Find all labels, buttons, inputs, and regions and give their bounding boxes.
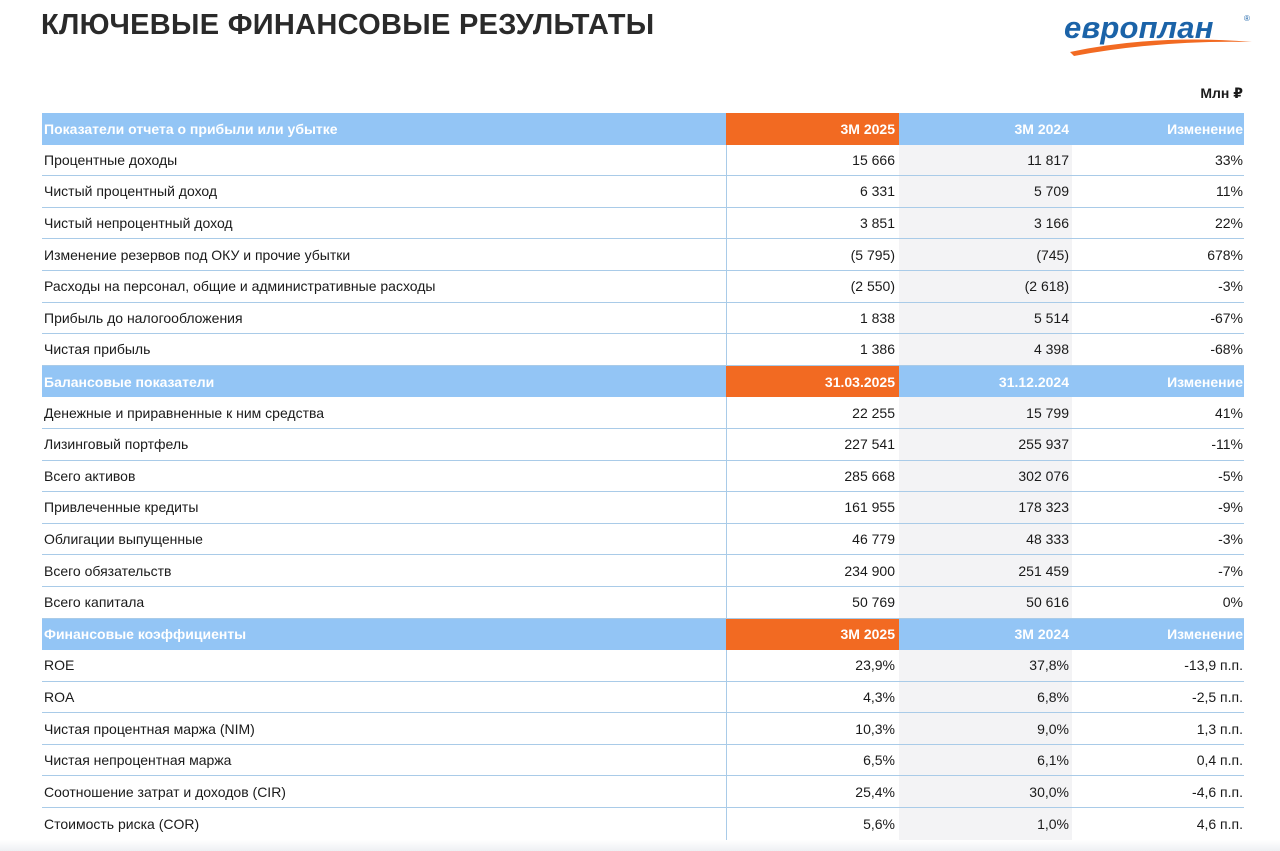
table-row [42,145,1244,177]
cell-label: Чистая прибыль [44,341,151,358]
table-row [42,176,1244,208]
bottom-shadow [0,840,1280,851]
cell-label: Чистая процентная маржа (NIM) [44,720,255,737]
cell-value-previous: 302 076 [899,461,1072,492]
cell-value-previous: 48 333 [899,524,1072,555]
header-value-current: 31.03.2025 [726,366,899,398]
cell-change: -5% [1218,467,1243,484]
table-row [42,492,1244,524]
cell-value-previous: (2 618) [899,271,1072,302]
cell-value-previous: 4 398 [899,334,1072,365]
cell-label: Процентные доходы [44,151,178,168]
cell-value-previous: 251 459 [899,555,1072,586]
units-label: Млн ₽ [1200,85,1243,101]
logo-text: европлан [1064,10,1214,45]
cell-label: Облигации выпущенные [44,531,203,548]
table-row [42,776,1244,808]
cell-value-current: 6 331 [726,176,899,207]
table-row [42,555,1244,587]
cell-value-current: 15 666 [726,145,899,176]
cell-value-previous: 1,0% [899,808,1072,840]
cell-value-previous: 255 937 [899,429,1072,460]
cell-value-previous: 3 166 [899,208,1072,239]
cell-value-previous: 178 323 [899,492,1072,523]
cell-value-current: 23,9% [726,650,899,681]
cell-label: Расходы на персонал, общие и административные расходы [44,278,436,295]
cell-value-previous: 11 817 [899,145,1072,176]
table-row [42,303,1244,335]
cell-label: Соотношение затрат и доходов (CIR) [44,783,286,800]
cell-change: -3% [1218,278,1243,295]
header-label: Балансовые показатели [44,373,215,390]
cell-value-previous: 6,1% [899,745,1072,776]
cell-value-current: 234 900 [726,555,899,586]
cell-value-current: 50 769 [726,587,899,618]
cell-value-previous: 5 514 [899,303,1072,334]
table-row [42,808,1244,840]
table-row [42,239,1244,271]
table-row [42,650,1244,682]
cell-change: -3% [1218,531,1243,548]
table-row [42,713,1244,745]
section-header-row [42,619,1244,651]
table-row [42,208,1244,240]
header-label: Финансовые коэффициенты [44,626,247,643]
cell-value-previous: 50 616 [899,587,1072,618]
cell-change: 11% [1216,183,1243,200]
cell-value-current: 22 255 [726,397,899,428]
header-label: Показатели отчета о прибыли или убытке [44,120,338,137]
logo-registered-mark: ® [1244,14,1250,23]
cell-change: -67% [1210,309,1243,326]
section-header-row [42,366,1244,398]
cell-label: Лизинговый портфель [44,436,189,453]
cell-label: Стоимость риска (COR) [44,815,200,832]
cell-value-current: 10,3% [726,713,899,744]
cell-label: Всего активов [44,467,136,484]
cell-value-previous: 9,0% [899,713,1072,744]
cell-label: Всего обязательств [44,562,172,579]
cell-change: -13,9 п.п. [1184,657,1243,674]
header-change: Изменение [1167,373,1243,390]
cell-value-previous: 15 799 [899,397,1072,428]
cell-label: Всего капитала [44,594,145,611]
cell-label: Привлеченные кредиты [44,499,199,516]
cell-value-previous: (745) [899,239,1072,270]
cell-value-current: (2 550) [726,271,899,302]
cell-value-current: 1 386 [726,334,899,365]
cell-change: 1,3 п.п. [1196,720,1243,737]
table-row [42,461,1244,493]
cell-label: Чистый непроцентный доход [44,215,233,232]
cell-label: Чистая непроцентная маржа [44,752,232,769]
cell-change: -7% [1218,562,1243,579]
header-change: Изменение [1167,626,1243,643]
cell-value-current: 25,4% [726,776,899,807]
cell-change: -4,6 п.п. [1192,783,1243,800]
header-value-previous: 3М 2024 [899,619,1072,651]
table-row [42,745,1244,777]
table-row [42,271,1244,303]
cell-label: ROE [44,657,75,674]
cell-change: 41% [1214,404,1243,421]
table-row [42,524,1244,556]
cell-change: 0,4 п.п. [1196,752,1243,769]
cell-value-current: 6,5% [726,745,899,776]
financial-results-table [42,113,1244,840]
cell-value-current: 4,3% [726,682,899,713]
cell-change: -11% [1211,436,1243,453]
header-value-previous: 31.12.2024 [899,366,1072,398]
table-row [42,397,1244,429]
cell-label: Изменение резервов под ОКУ и прочие убытки [44,246,351,263]
header-value-previous: 3М 2024 [899,113,1072,145]
cell-label: Чистый процентный доход [44,183,218,200]
cell-value-current: 1 838 [726,303,899,334]
cell-value-previous: 30,0% [899,776,1072,807]
table-row [42,334,1244,366]
cell-value-current: 46 779 [726,524,899,555]
europlan-logo [1060,8,1260,60]
cell-value-current: 227 541 [726,429,899,460]
cell-value-previous: 6,8% [899,682,1072,713]
cell-value-current: 161 955 [726,492,899,523]
cell-value-previous: 37,8% [899,650,1072,681]
header-value-current: 3М 2025 [726,113,899,145]
cell-change: -68% [1210,341,1243,358]
table-row [42,587,1244,619]
cell-value-previous: 5 709 [899,176,1072,207]
cell-change: -2,5 п.п. [1192,688,1243,705]
header-change: Изменение [1167,120,1243,137]
table-row [42,682,1244,714]
page-title: КЛЮЧЕВЫЕ ФИНАНСОВЫЕ РЕЗУЛЬТАТЫ [41,9,655,41]
cell-change: 0% [1222,594,1243,611]
cell-value-current: (5 795) [726,239,899,270]
cell-change: 678% [1207,246,1243,263]
cell-label: Денежные и приравненные к ним средства [44,404,325,421]
cell-change: 22% [1214,215,1243,232]
cell-label: Прибыль до налогообложения [44,309,243,326]
cell-label: ROA [44,688,75,705]
cell-change: 4,6 п.п. [1196,815,1243,832]
cell-value-current: 3 851 [726,208,899,239]
cell-change: -9% [1218,499,1243,516]
section-header-row [42,113,1244,145]
cell-change: 33% [1214,151,1243,168]
cell-value-current: 5,6% [726,808,899,840]
table-row [42,429,1244,461]
cell-value-current: 285 668 [726,461,899,492]
header-value-current: 3М 2025 [726,619,899,651]
